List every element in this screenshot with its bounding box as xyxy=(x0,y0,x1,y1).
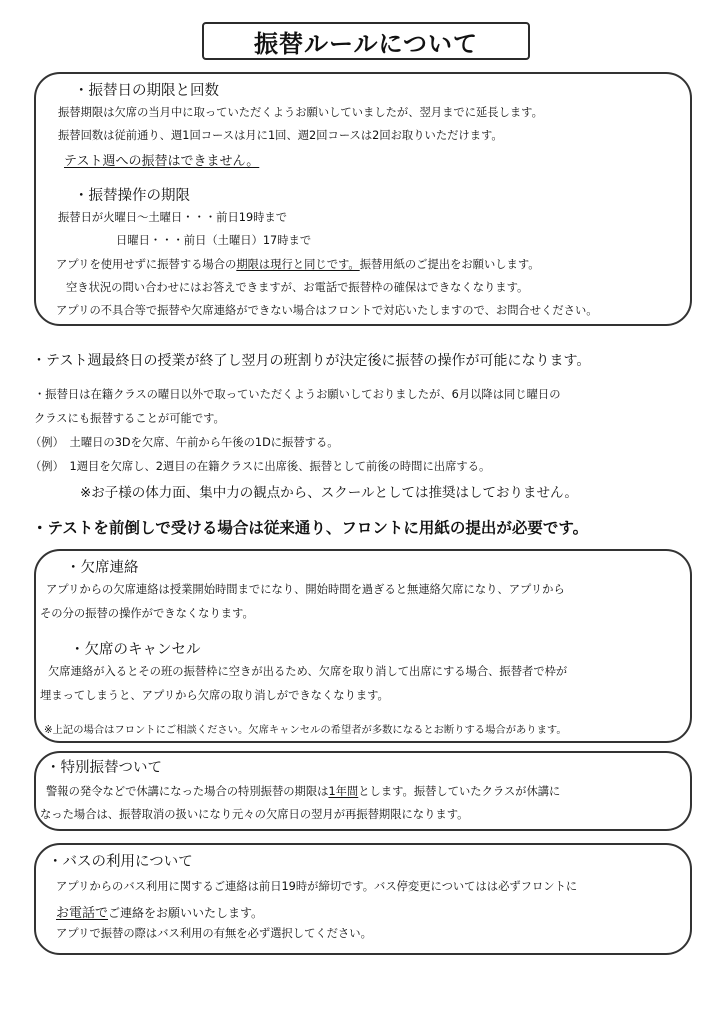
heading-cancel: ・欠席のキャンセル xyxy=(70,642,201,658)
text-line: アプリからのバス利用に関するご連絡は前日19時が締切です。バス停変更についてはは必ずフロントに xyxy=(56,880,578,893)
text-fragment: 警報の発令などで休講になった場合の特別振替の期限は xyxy=(46,785,329,798)
text-line: 空き状況の問い合わせにはお答えできますが、お電話で振替枠の確保はできなくなります。 xyxy=(66,281,529,294)
section-absence-box xyxy=(34,549,692,743)
recommendation-note: ※お子様の体力面、集中力の観点から、スクールとしては推奨はしておりません。 xyxy=(80,485,578,501)
text-line: その分の振替の操作ができなくなります。 xyxy=(40,607,254,620)
heading-operation: ・振替操作の期限 xyxy=(74,188,190,204)
text-fragment: ご連絡をお願いいたします。 xyxy=(108,906,264,920)
headline-test-week: ・テスト週最終日の授業が終了し翌月の班割りが決定後に振替の操作が可能になります。 xyxy=(32,353,591,369)
text-line-special-deadline xyxy=(46,783,560,799)
heading-absence: ・欠席連絡 xyxy=(66,560,139,576)
heading-special: ・特別振替ついて xyxy=(46,760,162,776)
example-line: （例） 土曜日の3Dを欠席、午前から午後の1Dに振替する。 xyxy=(30,436,339,449)
text-line-no-app xyxy=(56,256,540,272)
text-fragment: アプリを使用せずに振替する場合の xyxy=(56,258,237,271)
text-line: 振替日が火曜日～土曜日・・・前日19時まで xyxy=(58,211,288,224)
section-bus-box xyxy=(34,843,692,955)
heading-deadline: ・振替日の期限と回数 xyxy=(74,83,219,99)
text-fragment: とします。振替していたクラスが休講に xyxy=(358,785,561,798)
text-line: アプリの不具合等で振替や欠席連絡ができない場合はフロントで対応いたしますので、お問合せください。 xyxy=(56,304,598,317)
text-line-phone xyxy=(56,902,263,921)
text-line: アプリからの欠席連絡は授業開始時間までになり、開始時間を過ぎると無連絡欠席になり、アプリから xyxy=(46,583,565,596)
heading-bus: ・バスの利用について xyxy=(48,854,193,870)
consult-note: ※上記の場合はフロントにご相談ください。欠席キャンセルの希望者が多数になるとお断りする場合があります。 xyxy=(44,724,567,736)
text-line: なった場合は、振替取消の扱いになり元々の欠席日の翌月が再振替期限になります。 xyxy=(40,808,469,821)
text-fragment: 振替用紙のご提出をお願いします。 xyxy=(359,258,540,271)
text-line: アプリで振替の際はバス利用の有無を必ず選択してください。 xyxy=(56,927,372,940)
text-fragment-underlined: 期限は現行と同じです。 xyxy=(236,258,360,271)
page-title-box xyxy=(202,22,530,60)
example-line: （例） 1週目を欠席し、2週目の在籍クラスに出席後、振替として前後の時間に出席する。 xyxy=(30,460,491,473)
text-line: クラスにも振替することが可能です。 xyxy=(34,412,225,425)
text-line: 振替回数は従前通り、週1回コースは月に1回、週2回コースは2回お取りいただけます。 xyxy=(58,129,503,142)
text-line: ・振替日は在籍クラスの曜日以外で取っていただくようお願いしておりましたが、6月以降は同じ曜日の xyxy=(34,388,561,401)
text-fragment-underlined: お電話で xyxy=(56,906,109,921)
section-special-box xyxy=(34,751,692,831)
text-line-no-test-week: テスト週への振替はできません。 xyxy=(64,154,260,169)
page-title: 振替ルールについて xyxy=(253,29,479,58)
section-deadline-box xyxy=(34,72,692,326)
text-line: 振替期限は欠席の当月中に取っていただくようお願いしていましたが、翌月までに延長します。 xyxy=(58,106,543,119)
text-line: 欠席連絡が入るとその班の振替枠に空きが出るため、欠席を取り消して出席にする場合、振替者で枠が xyxy=(48,665,568,678)
text-line: 日曜日・・・前日（土曜日）17時まで xyxy=(116,234,312,247)
headline-test-early: ・テストを前倒しで受ける場合は従来通り、フロントに用紙の提出が必要です。 xyxy=(32,519,589,537)
text-line: 埋まってしまうと、アプリから欠席の取り消しができなくなります。 xyxy=(40,689,389,702)
text-fragment-underlined: 1年間 xyxy=(328,785,359,798)
